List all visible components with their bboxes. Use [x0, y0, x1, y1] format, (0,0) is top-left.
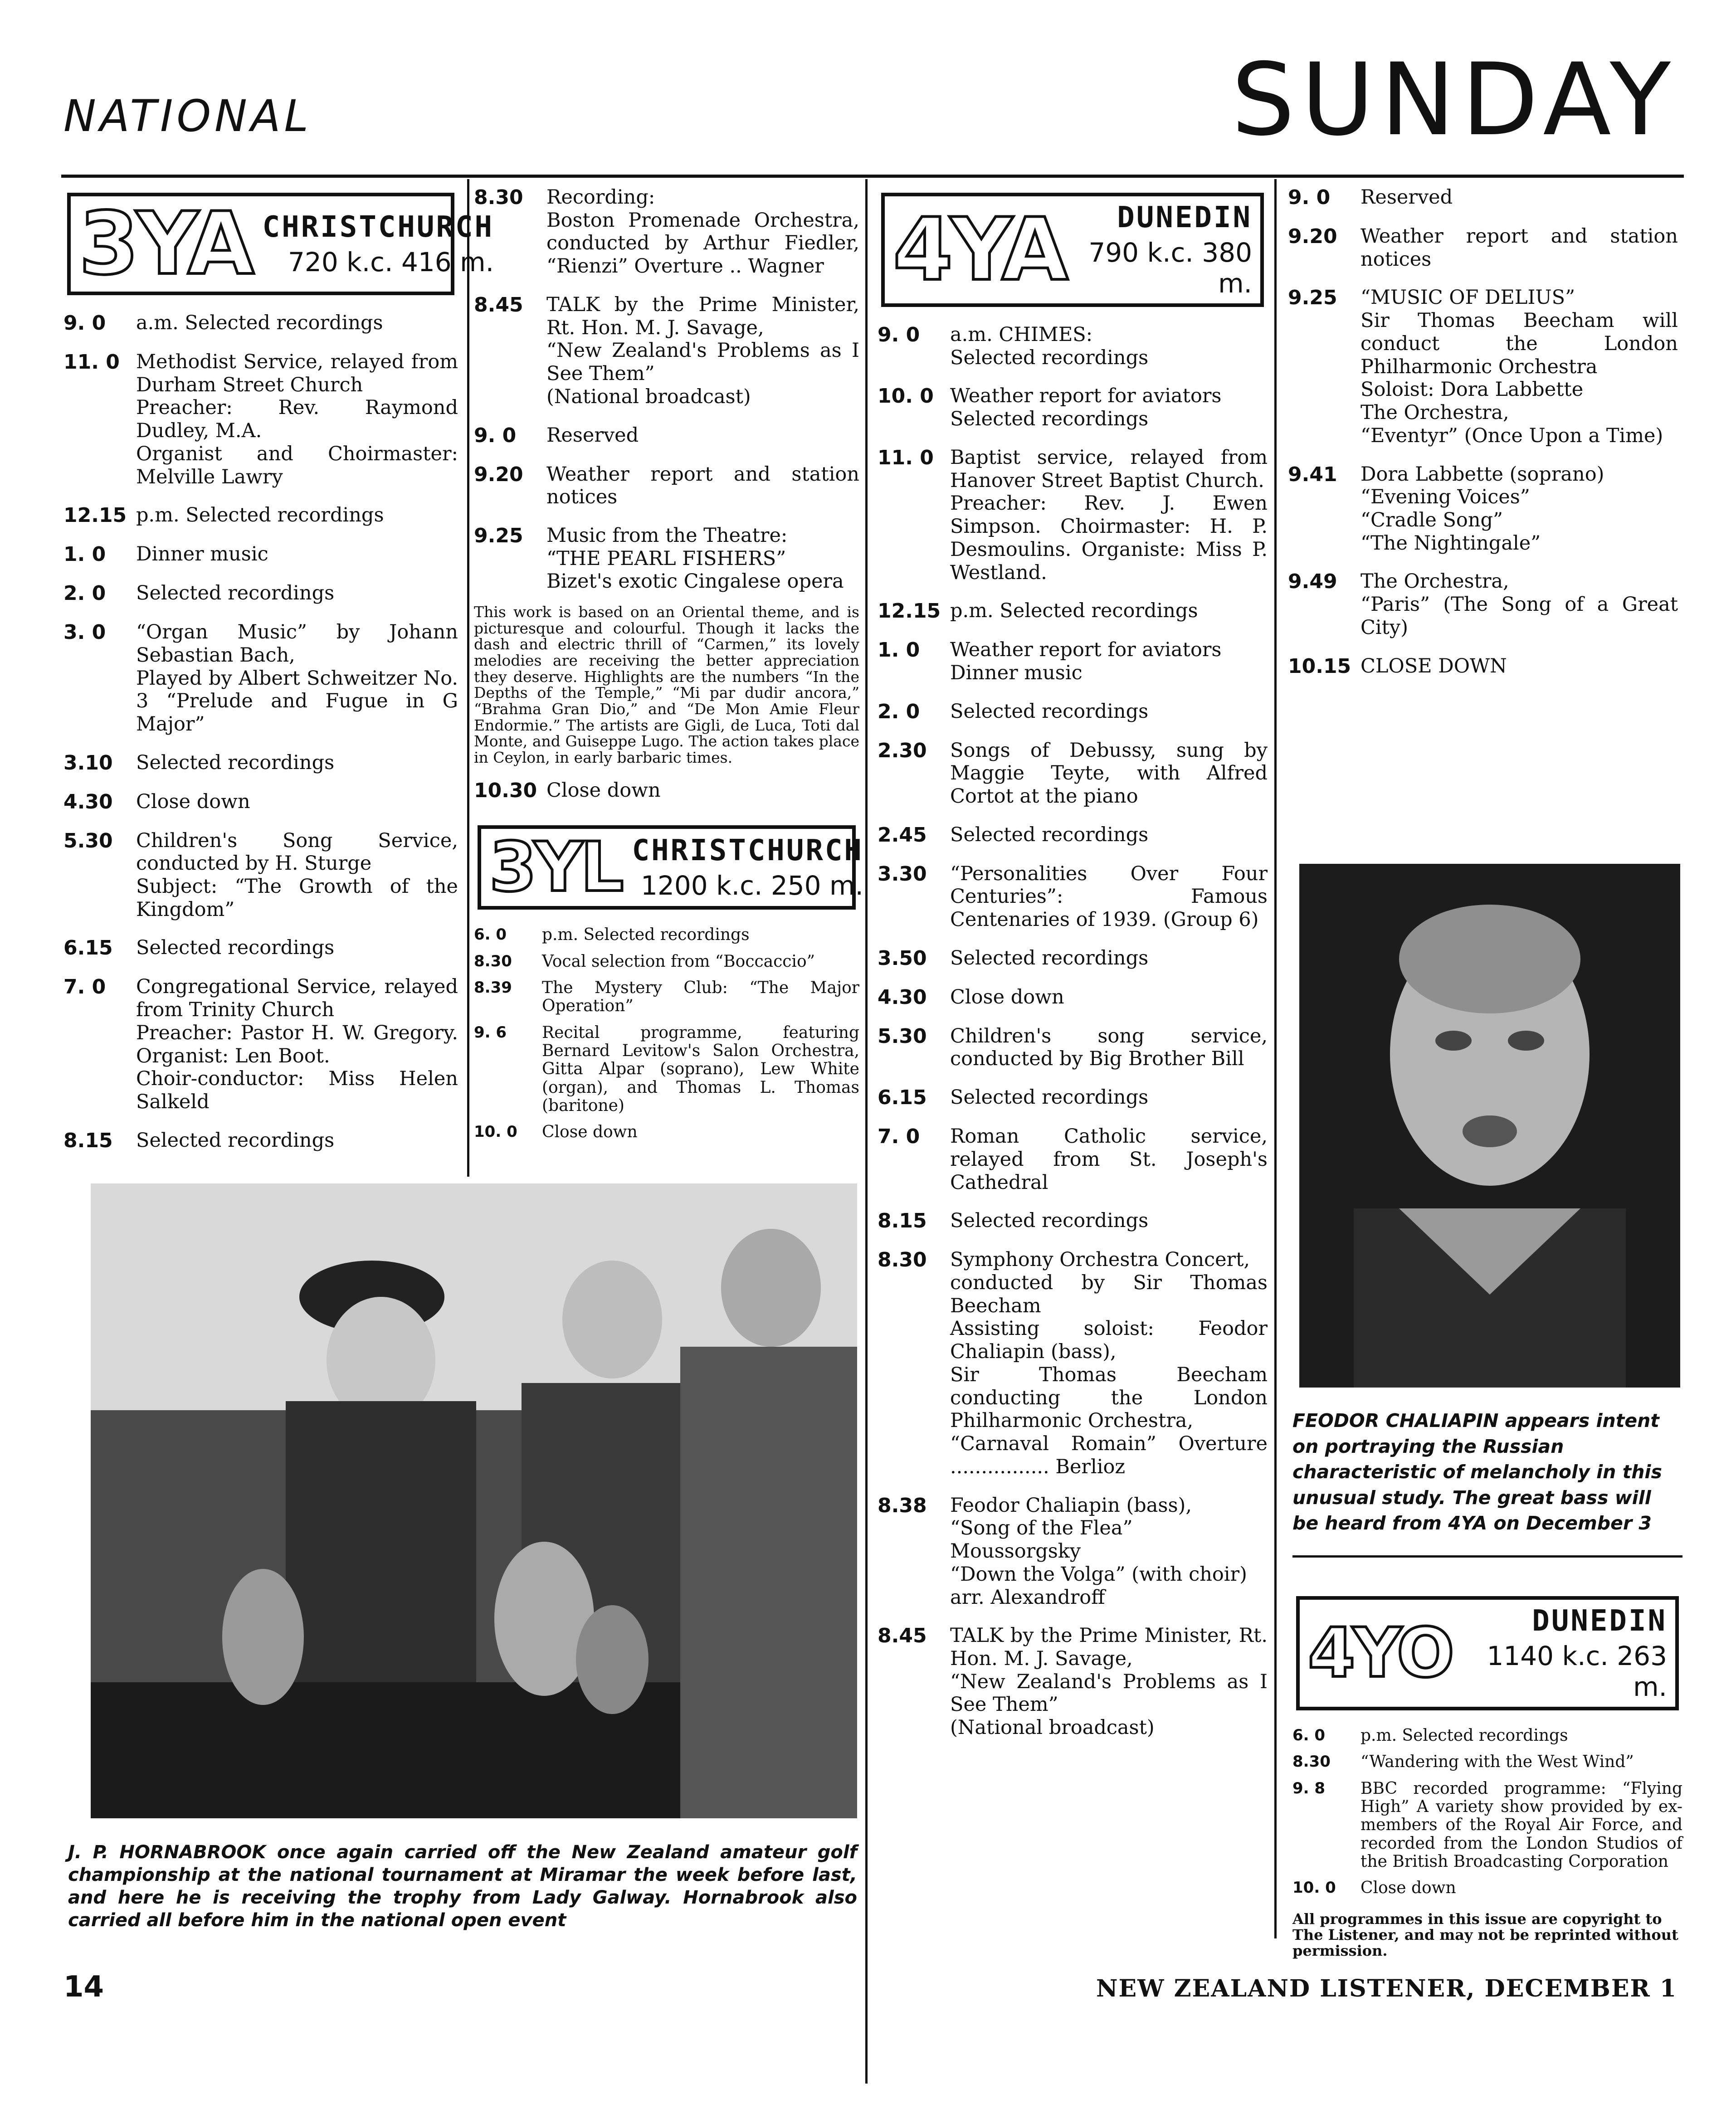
programme-line: Selected recordings: [136, 936, 335, 959]
programme-details: [136, 351, 458, 488]
programme-details: [950, 1086, 1268, 1110]
station-banner: [881, 193, 1264, 307]
programme-entry: [1292, 1780, 1682, 1871]
programme-details: [950, 1624, 1268, 1739]
programme-time: 8.15: [63, 1129, 113, 1152]
programme-time: 9.20: [1288, 224, 1337, 248]
programme-entry: [63, 312, 458, 335]
programme-time: 8.30: [474, 952, 512, 970]
station-info: [1077, 201, 1252, 299]
programme-line: “Evening Voices”: [1361, 486, 1530, 509]
programme-time: 8.45: [878, 1624, 927, 1648]
programme-time: 9.25: [474, 524, 523, 547]
programme-entry: [474, 926, 859, 944]
programme-entry: [878, 1209, 1268, 1233]
column-4ya-evening: [1288, 186, 1678, 694]
programme-entry: [474, 524, 859, 593]
programme-line: “THE PEARL FISHERS”: [546, 547, 786, 570]
programme-entry: [63, 829, 458, 921]
programme-time: 8.38: [878, 1494, 927, 1517]
programme-details: [1361, 570, 1678, 639]
programme-entry: [63, 504, 458, 527]
programme-time: 9. 0: [63, 312, 106, 335]
programme-details: [1361, 463, 1678, 555]
golf-trophy-photo: [91, 1183, 857, 1818]
programme-details: The Mystery Club: “The Major Operation”: [542, 978, 859, 1016]
programme-line: Dora Labbette (soprano): [1361, 463, 1604, 486]
programme-time: 5.30: [878, 1024, 927, 1048]
programme-entry: [878, 599, 1268, 623]
programme-entry: [878, 947, 1268, 970]
programme-time: 12.15: [878, 599, 941, 623]
programme-line: “New Zealand's Problems as I See Them”: [546, 339, 859, 385]
programme-entry: [474, 293, 859, 409]
programme-details: [136, 790, 458, 814]
programme-time: 5.30: [63, 829, 113, 852]
programme-time: 8.45: [474, 293, 523, 317]
programme-entry: [474, 463, 859, 509]
column-divider: [467, 179, 469, 1177]
top-rule: [61, 175, 1684, 178]
programme-entry: [878, 1086, 1268, 1110]
programme-time: 2. 0: [878, 700, 920, 723]
programme-time: 6.15: [63, 936, 113, 960]
programme-details: [950, 599, 1268, 623]
programme-details: Vocal selection from “Boccaccio”: [542, 952, 815, 971]
programme-line: Selected recordings: [950, 1209, 1149, 1232]
programme-details: [950, 986, 1268, 1009]
programme-line: Reserved: [1361, 186, 1453, 209]
programme-line: “Personalities Over Four Centuries”: Famous Centenaries of 1939. (Group 6): [950, 862, 1268, 931]
programme-entry: [474, 979, 859, 1016]
programme-details: [136, 312, 458, 335]
programme-time: 6. 0: [1292, 1726, 1326, 1744]
programme-details: [136, 504, 458, 527]
programme-details: [950, 1125, 1268, 1194]
programme-entry: [63, 1129, 458, 1153]
programme-time: 9.41: [1288, 463, 1337, 486]
programme-line: TALK by the Prime Minister, Rt. Hon. M. J. Savage,: [546, 293, 859, 339]
programme-time: 9. 8: [1292, 1779, 1326, 1797]
programme-details: [546, 524, 859, 593]
programme-line: TALK by the Prime Minister, Rt. Hon. M. J. Savage,: [950, 1624, 1268, 1670]
programme-details: [1361, 186, 1678, 209]
programme-time: 10.15: [1288, 654, 1351, 678]
programme-details: “Wandering with the West Wind”: [1361, 1753, 1634, 1772]
section-label: NATIONAL: [63, 91, 312, 141]
golf-photo-caption: J. P. HORNABROOK once again carried off the New Zealand amateur golf championship at the national tournament at Miramar the week before last, and here he is receiving the trophy from Lady Galway. Hornabrook also carried all before him in the national open event: [68, 1842, 857, 1931]
programme-details: [546, 293, 859, 409]
programme-time: 2.45: [878, 823, 927, 847]
programme-time: 6. 0: [474, 925, 507, 944]
programme-entry: [1288, 186, 1678, 209]
programme-time: 3.10: [63, 751, 113, 774]
programme-entry: [63, 621, 458, 736]
programme-time: 1. 0: [63, 543, 106, 566]
programme-details: [136, 621, 458, 736]
programme-details: [950, 1209, 1268, 1233]
programme-entry: [1292, 1753, 1682, 1771]
programme-entry: [878, 986, 1268, 1009]
programme-line: Songs of Debussy, sung by Maggie Teyte, with Alfred Cortot at the piano: [950, 739, 1268, 808]
copyright-notice: All programmes in this issue are copyright to The Listener, and may not be reprinted without permission.: [1292, 1910, 1678, 1959]
programme-line: Recording:: [546, 186, 655, 209]
station-frequency: 790 k.c. 380 m.: [1088, 237, 1252, 299]
programme-list: [1292, 1727, 1682, 1898]
programme-entry: [1292, 1879, 1682, 1897]
programme-entry: [878, 739, 1268, 808]
programme-entry: [878, 1025, 1268, 1071]
programme-time: 2.30: [878, 739, 927, 762]
programme-time: 10. 0: [878, 385, 934, 408]
programme-details: [950, 947, 1268, 970]
station-banner: [67, 193, 494, 295]
programme-time: 9. 6: [474, 1023, 507, 1042]
station-info: [632, 834, 863, 901]
programme-time: 6.15: [878, 1086, 927, 1110]
programme-line: Weather report for aviators: [950, 385, 1222, 408]
programme-entry: [878, 1624, 1268, 1739]
programme-details: [950, 385, 1268, 430]
programme-entry: [474, 779, 859, 803]
day-heading: SUNDAY: [1231, 42, 1677, 158]
programme-time: 9.25: [1288, 286, 1337, 310]
programme-entry: [878, 700, 1268, 724]
programme-details: [136, 543, 458, 566]
programme-time: 11. 0: [878, 446, 934, 469]
programme-line: Preacher: Pastor H. W. Gregory. Organist: Len Boot.: [136, 1021, 458, 1067]
programme-line: Dinner music: [136, 543, 268, 566]
programme-line: Subject: “The Growth of the Kingdom”: [136, 875, 458, 921]
programme-details: [1361, 655, 1678, 678]
programme-details: Close down: [542, 1123, 638, 1142]
programme-entry: [878, 1248, 1268, 1478]
programme-entry: [63, 936, 458, 960]
column-4yo: [1292, 1587, 1682, 1959]
programme-entry: [1288, 286, 1678, 447]
programme-time: 2. 0: [63, 582, 106, 605]
station-frequency: 720 k.c. 416 m.: [288, 247, 494, 278]
station-banner: [1296, 1596, 1679, 1710]
programme-line: Close down: [136, 790, 250, 813]
programme-details: [950, 1025, 1268, 1071]
station-call-sign: 3YL: [489, 828, 621, 907]
programme-time: 1. 0: [878, 638, 920, 662]
programme-time: 9.20: [474, 463, 523, 486]
column-divider: [1274, 179, 1277, 1938]
programme-line: “Organ Music” by Johann Sebastian Bach,: [136, 621, 458, 667]
programme-time: 4.30: [878, 985, 927, 1009]
programme-entry: [474, 1123, 859, 1141]
programme-line: Weather report for aviators: [950, 638, 1222, 662]
programme-entry: [474, 424, 859, 448]
programme-details: [546, 186, 859, 278]
programme-line: Moussorgsky: [950, 1540, 1081, 1563]
programme-details: [950, 1494, 1268, 1609]
programme-entry: [63, 975, 458, 1113]
programme-entry: [878, 862, 1268, 931]
programme-time: 9.49: [1288, 570, 1337, 594]
programme-time: 7. 0: [63, 975, 106, 999]
programme-line: Assisting soloist: Feodor Chaliapin (bass),: [950, 1317, 1268, 1363]
programme-time: 10. 0: [1292, 1879, 1336, 1897]
page-number: 14: [63, 1970, 104, 2004]
programme-details: [950, 323, 1268, 369]
programme-entry: [63, 543, 458, 566]
station-info: [263, 210, 494, 278]
programme-details: [950, 739, 1268, 808]
programme-details: [546, 424, 859, 448]
opera-note: This work is based on an Oriental theme, and is picturesque and colourful. Though it lacks the dash and electric thrill of “Carmen,” its lovely melodies are receiving the better appreciation they deserve. Highlights are the numbers “In the Depths of the Temple,” “Mi par dudir ancora,” “Brahma Gran Dio,” and “De Mon Amie Fleur Endormie.” The artists are Gigli, de Luca, Toti dal Monte, and Guiseppe Lugo. The action takes place in Ceylon, in early barbaric times.: [474, 603, 859, 766]
programme-line: a.m. CHIMES:: [950, 323, 1093, 346]
programme-entry: [1292, 1727, 1682, 1745]
programme-details: [950, 1248, 1268, 1478]
programme-details: [950, 638, 1268, 684]
programme-line: “New Zealand's Problems as I See Them”: [950, 1670, 1268, 1716]
programme-details: [950, 823, 1268, 847]
column-4ya: [878, 184, 1268, 1755]
programme-line: (National broadcast): [546, 385, 751, 408]
programme-line: p.m. Selected recordings: [950, 599, 1198, 623]
programme-details: [546, 463, 859, 509]
programme-details: [950, 862, 1268, 931]
programme-line: Roman Catholic service, relayed from St. Joseph's Cathedral: [950, 1125, 1268, 1194]
station-banner: [478, 825, 863, 910]
programme-line: Selected recordings: [950, 346, 1149, 369]
programme-details: [136, 751, 458, 775]
programme-line: p.m. Selected recordings: [136, 504, 384, 527]
programme-line: Bizet's exotic Cingalese opera: [546, 570, 844, 593]
programme-line: (National broadcast): [950, 1716, 1155, 1739]
programme-line: “Eventyr” (Once Upon a Time): [1361, 424, 1663, 447]
programme-line: Sir Thomas Beecham conducting the London Philharmonic Orchestra,: [950, 1363, 1268, 1432]
programme-entry: [1288, 655, 1678, 678]
programme-line: Children's song service, conducted by Big Brother Bill: [950, 1024, 1268, 1071]
programme-line: Reserved: [546, 424, 639, 447]
programme-line: Organist and Choirmaster: Melville Lawry: [136, 442, 458, 488]
programme-entry: [878, 323, 1268, 369]
programme-line: Soloist: Dora Labbette: [1361, 378, 1584, 401]
programme-time: 11. 0: [63, 350, 120, 374]
programme-time: 9. 0: [1288, 186, 1331, 209]
programme-line: “Down the Volga” (with choir): [950, 1563, 1247, 1586]
programme-details: [136, 582, 458, 605]
programme-time: 10.30: [474, 779, 537, 803]
programme-line: Played by Albert Schweitzer No. 3 “Prelude and Fugue in G Major”: [136, 667, 458, 735]
programme-time: 4.30: [63, 790, 113, 813]
column-divider: [865, 179, 868, 2084]
programme-line: Choir-conductor: Miss Helen Salkeld: [136, 1067, 458, 1114]
programme-line: CLOSE DOWN: [1361, 654, 1507, 677]
programme-details: p.m. Selected recordings: [542, 925, 750, 945]
programme-line: Weather report and station notices: [1361, 224, 1678, 271]
programme-details: Close down: [546, 779, 661, 802]
programme-list: [474, 926, 859, 1141]
programme-entry: [1288, 225, 1678, 271]
programme-details: [950, 446, 1268, 584]
programme-time: 3.30: [878, 862, 927, 886]
programme-line: Selected recordings: [950, 946, 1149, 969]
programme-line: Selected recordings: [136, 751, 335, 774]
chaliapin-caption: FEODOR CHALIAPIN appears intent on portraying the Russian characteristic of melancholy in this unusual study. The great bass will be heard from 4YA on December 3: [1292, 1410, 1662, 1534]
programme-line: Selected recordings: [136, 582, 335, 605]
programme-time: 10. 0: [474, 1123, 517, 1141]
programme-details: [1361, 286, 1678, 447]
programme-details: Recital programme, featuring Bernard Levitow's Salon Orchestra, Gitta Alpar (soprano), Lew White (organ), and Thomas L. Thomas (baritone): [542, 1023, 859, 1115]
programme-line: Music from the Theatre:: [546, 524, 788, 547]
programme-entry: [878, 446, 1268, 584]
chaliapin-portrait: [1299, 864, 1680, 1388]
programme-time: 3.50: [878, 946, 927, 970]
caption-rule: [1292, 1555, 1682, 1558]
programme-time: 12.15: [63, 504, 127, 527]
programme-line: Weather report and station notices: [546, 463, 859, 509]
programme-time: 9. 0: [878, 323, 920, 346]
station-city: CHRISTCHURCH: [632, 834, 863, 868]
programme-details: [136, 829, 458, 921]
programme-line: Sir Thomas Beecham will conduct the London Philharmonic Orchestra: [1361, 309, 1678, 378]
programme-line: Preacher: Rev. Raymond Dudley, M.A.: [136, 396, 458, 443]
programme-entry: [878, 385, 1268, 430]
programme-line: Children's Song Service, conducted by H. Sturge: [136, 829, 458, 875]
programme-line: Preacher: Rev. J. Ewen Simpson. Choirmaster: H. P. Desmoulins. Organiste: Miss P. Westland.: [950, 492, 1268, 584]
programme-entry: [878, 1494, 1268, 1609]
programme-line: arr. Alexandroff: [950, 1586, 1105, 1609]
programme-line: Methodist Service, relayed from Durham Street Church: [136, 350, 458, 396]
programme-line: “Carnaval Romain” Overture ................ Berlioz: [950, 1432, 1268, 1478]
programme-entry: [63, 582, 458, 605]
programme-time: 8.30: [474, 186, 523, 209]
station-city: DUNEDIN: [1532, 1604, 1667, 1638]
programme-details: [136, 936, 458, 960]
programme-entry: [63, 751, 458, 775]
programme-time: 8.15: [878, 1209, 927, 1233]
programme-line: Selected recordings: [950, 1086, 1149, 1109]
programme-line: conducted by Sir Thomas Beecham: [950, 1271, 1268, 1317]
programme-entry: [1288, 463, 1678, 555]
programme-line: “Cradle Song”: [1361, 508, 1503, 531]
programme-line: Selected recordings: [136, 1129, 335, 1152]
programme-entry: [1288, 570, 1678, 639]
programme-line: Selected recordings: [950, 700, 1149, 723]
programme-details: [136, 1129, 458, 1153]
programme-line: “MUSIC OF DELIUS”: [1361, 286, 1575, 309]
station-frequency: 1200 k.c. 250 m.: [641, 870, 863, 901]
station-info: [1463, 1604, 1667, 1702]
station-call-sign: 4YA: [893, 200, 1066, 300]
programme-line: Baptist service, relayed from Hanover Street Baptist Church.: [950, 446, 1268, 492]
programme-line: Boston Promenade Orchestra, conducted by Arthur Fiedler, “Rienzi” Overture .. Wagner: [546, 209, 859, 278]
programme-time: 9. 0: [474, 424, 517, 447]
programme-details: Close down: [1361, 1879, 1456, 1898]
programme-line: a.m. Selected recordings: [136, 312, 383, 334]
programme-line: Feodor Chaliapin (bass),: [950, 1494, 1192, 1517]
programme-line: Congregational Service, relayed from Trinity Church: [136, 975, 458, 1022]
programme-time: 8.39: [474, 978, 512, 997]
programme-line: “Paris” (The Song of a Great City): [1361, 593, 1678, 639]
programme-entry: [63, 351, 458, 488]
programme-time: 7. 0: [878, 1125, 920, 1149]
programme-details: p.m. Selected recordings: [1361, 1726, 1568, 1745]
programme-time: 8.30: [1292, 1753, 1331, 1771]
programme-line: Selected recordings: [950, 408, 1149, 431]
programme-details: [136, 975, 458, 1113]
programme-line: The Orchestra,: [1361, 401, 1509, 424]
programme-details: [1361, 225, 1678, 271]
publication-line: NEW ZEALAND LISTENER, DECEMBER 1: [1096, 1975, 1677, 2002]
programme-details: [950, 700, 1268, 724]
programme-line: Symphony Orchestra Concert,: [950, 1248, 1250, 1271]
programme-line: “Song of the Flea”: [950, 1517, 1133, 1540]
programme-line: Dinner music: [950, 661, 1083, 684]
station-frequency: 1140 k.c. 263 m.: [1487, 1641, 1667, 1702]
programme-entry: [474, 186, 859, 278]
programme-line: The Orchestra,: [1361, 570, 1509, 593]
programme-entry: [878, 823, 1268, 847]
programme-line: Selected recordings: [950, 823, 1149, 846]
programme-entry: [878, 1125, 1268, 1194]
programme-entry: [474, 953, 859, 971]
programme-entry: [474, 1024, 859, 1115]
programme-details: BBC recorded programme: “Flying High” A variety show provided by ex-members of the Royal Air Force, and recorded from the London Studios of the British Broadcasting Corporation: [1361, 1779, 1682, 1871]
station-call-sign: 4YO: [1308, 1614, 1452, 1693]
programme-entry: [63, 790, 458, 814]
programme-entry: [878, 638, 1268, 684]
column-3ya-evening: [474, 186, 863, 1149]
programme-time: 8.30: [878, 1248, 927, 1272]
station-city: CHRISTCHURCH: [262, 210, 494, 244]
station-city: DUNEDIN: [1117, 201, 1252, 234]
programme-line: “The Nightingale”: [1361, 531, 1541, 555]
programme-time: 3. 0: [63, 621, 106, 644]
station-call-sign: 3YA: [79, 194, 252, 294]
programme-line: Close down: [950, 985, 1064, 1008]
